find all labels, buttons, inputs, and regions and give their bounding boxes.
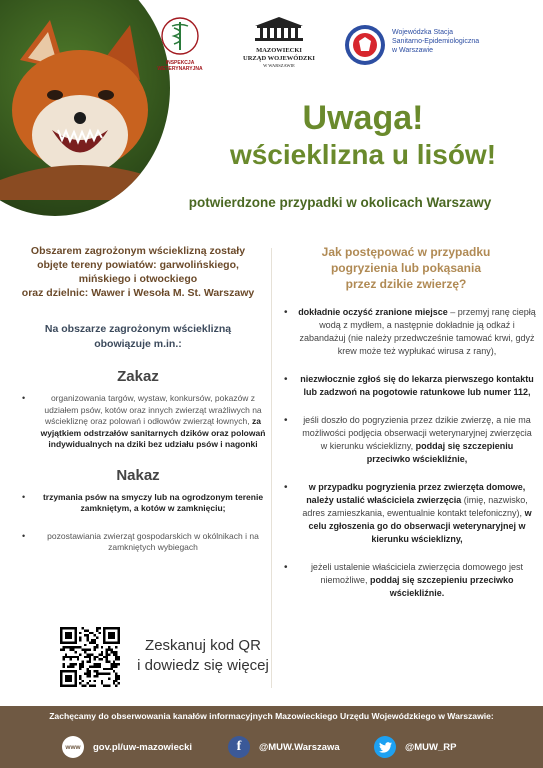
list-item: • organizowania targów, wystaw, konkursów, pokazów z udziałem psów, kotów oraz innych zwierząt wrażliwych na wściekliznę oraz polowań i odłowów zwierząt łownych, za wyjątkiem odstrzałów sanitarnych dzików oraz polowań indywidualnych na dziki bez udziału psów i nagonki bbox=[10, 393, 266, 451]
obligation-intro: Na obszarze zagrożonym wścieklizną obowiązuje m.in.: bbox=[44, 323, 232, 350]
inspekcja-weterynaryjna-logo bbox=[150, 16, 210, 73]
list-item: • jeżeli ustalenie właściciela zwierzęcia domowego jest niemożliwe, poddaj się szczepieniu przeciwko wściekliźnie. bbox=[276, 561, 536, 600]
globe-icon: www bbox=[62, 736, 84, 758]
facebook-icon: f bbox=[228, 736, 250, 758]
list-item: • pozostawiania zwierząt gospodarskich w okólnikach i na zamkniętych wybiegach bbox=[10, 531, 266, 554]
bite-instructions-list bbox=[276, 306, 536, 600]
building-icon bbox=[251, 16, 307, 42]
nakaz-heading: Nakaz bbox=[116, 466, 160, 484]
right-column bbox=[276, 244, 536, 600]
caduceus-icon bbox=[160, 16, 200, 56]
muw-logo bbox=[234, 16, 324, 68]
twitter-link[interactable] bbox=[374, 734, 457, 760]
threatened-area-text: Obszarem zagrożonym wścieklizną zostały objęte tereny powiatów: garwolińskiego, mińskiego i otwockiego oraz dzielnic: Wawer i Wesoła M. St. Warszawy bbox=[21, 245, 255, 299]
muw-name-2: URZĄD WOJEWÓDZKI bbox=[243, 54, 315, 62]
qr-code-image bbox=[60, 627, 120, 687]
footer bbox=[0, 706, 543, 768]
footer-invite: Zachęcamy do obserwowania kanałów informacyjnych Mazowieckiego Urzędu Wojewódzkiego w Warszawie: bbox=[49, 711, 494, 721]
muw-name-3: W WARSZAWIE bbox=[263, 62, 295, 68]
zakaz-heading: Zakaz bbox=[117, 368, 159, 385]
left-column bbox=[10, 244, 266, 554]
list-item: • niezwłocznie zgłoś się do lekarza pierwszego kontaktu lub zadzwoń na pogotowie ratunkowe lub numer 112, bbox=[276, 373, 536, 399]
list-item: • jeśli doszło do pogryzienia przez dzikie zwierzę, a nie ma możliwości podjęcia obserwacji weterynaryjnej zwierzęcia w kierunku wścieklizny, poddaj się szczepieniu przeciwko wściekliźnie, bbox=[276, 414, 536, 466]
title-warning: Uwaga! bbox=[302, 99, 424, 137]
muw-name-1: MAZOWIECKI bbox=[256, 47, 302, 54]
fox-illustration bbox=[0, 0, 170, 200]
page-subtitle: potwierdzone przypadki w okolicach Warszawy bbox=[188, 195, 492, 210]
iw-name-2: WETERYNARYJNA bbox=[157, 65, 203, 72]
facebook-link[interactable] bbox=[228, 734, 340, 760]
twitter-bird-icon bbox=[374, 736, 396, 758]
wsse-name: Wojewódzka Stacja Sanitarno-Epidemiologiczna w Warszawie bbox=[392, 29, 480, 55]
footer-channels bbox=[0, 734, 543, 764]
qr-code[interactable] bbox=[60, 627, 120, 687]
twitter-label: @MUW_RP bbox=[405, 741, 457, 753]
zakaz-list bbox=[10, 393, 266, 451]
bite-instructions-heading: Jak postępować w przypadku pogryzienia lub pokąsania przez dzikie zwierzę? bbox=[321, 245, 491, 291]
qr-caption: Zeskanuj kod QR i dowiedz się więcej bbox=[137, 637, 269, 674]
facebook-label: @MUW.Warszawa bbox=[259, 741, 340, 753]
www-label: gov.pl/uw-mazowiecki bbox=[93, 741, 193, 753]
list-item: • dokładnie oczyść zranione miejsce – przemyj ranę ciepłą wodą z mydłem, a następnie dokładnie ją odkaź i zabandażuj (nie należy przedwcześnie tamować krwi, gdyż krew może też wypłukać wirusa z rany), bbox=[276, 306, 536, 358]
nakaz-list bbox=[10, 492, 266, 554]
wsse-emblem-icon bbox=[344, 24, 386, 66]
column-divider bbox=[271, 248, 272, 688]
iw-name-1: INSPEKCJA bbox=[165, 60, 195, 66]
logo-bar bbox=[150, 16, 540, 82]
fox-photo bbox=[0, 0, 170, 216]
title-rabies: wścieklizna u lisów! bbox=[229, 139, 497, 170]
list-item: • trzymania psów na smyczy lub na ogrodzonym terenie zamkniętym, a kotów w zamknięciu; bbox=[10, 492, 266, 515]
page-title bbox=[190, 100, 536, 174]
list-item: • w przypadku pogryzienia przez zwierzęta domowe, należy ustalić właściciela zwierzęcia (imię, nazwisko, adres zamieszkania, ewentualnie kontakt telefoniczny), w celu zgłoszenia go do obserwacji weterynaryjnej w kierunku wścieklizny, bbox=[276, 481, 536, 546]
twitter-bird-glyph bbox=[379, 742, 392, 753]
www-link[interactable] bbox=[62, 734, 192, 760]
wsse-logo bbox=[344, 24, 540, 74]
